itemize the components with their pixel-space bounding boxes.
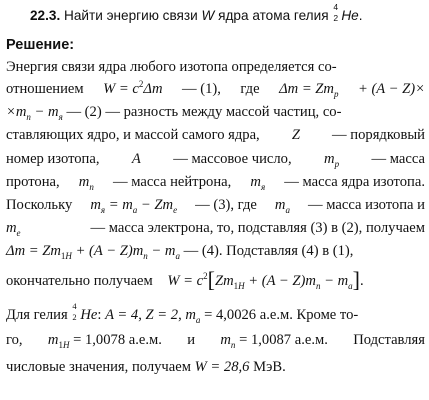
text-line-9: $\Delta m = Zm_{1H} + (A - Z)m_n - m_a$ — (4). Подставляя (4) в (1), [6, 243, 354, 261]
text-line-11: Для гелия 4 2 He: A = 4, Z = 2, $m_a = 4,0026$ а.е.м. Кроме то- [6, 301, 359, 325]
solution-heading: Решение: [6, 37, 75, 53]
symbol-w: W [201, 8, 215, 23]
text-line-10: окончательно получаем $W = c^2[Zm_{1H} + (A - Z)m_n - m_a]$. [6, 267, 364, 292]
text-line-5: номер изотопа, A — массовое число, $m_p$ — масса [6, 151, 425, 169]
text-line-8: $m_e$ — масса электрона, то, подставляя (3) в (2), получаем [6, 220, 425, 238]
text-line-4: ставляющих ядро, и массой самого ядра, Z — порядковый [6, 127, 425, 143]
nuclide-indices: 4 2 [333, 2, 339, 23]
text-line-12: го, $m_{1H} = 1,0078$ а.е.м. и $m_n = 1,0087$ а.е.м. Подставляя [6, 332, 425, 350]
element-symbol: He [341, 8, 359, 23]
text-line-6: протона, $m_n$ — масса нейтрона, $m_я$ — масса ядра изотопа. [6, 174, 425, 192]
text-line-13: числовые значения, получаем W = 28,6 МэВ. [6, 359, 286, 375]
problem-title: 22.3. Найти энергию связи W ядра атома гелия 4 2 He. [30, 2, 363, 23]
problem-text: Найти энергию связи [64, 8, 198, 23]
text-line-7: Поскольку $m_я = m_a - Zm_e$ — (3), где $m_a$ — масса изотопа и [6, 197, 425, 215]
problem-text-after: ядра атома гелия [218, 8, 329, 23]
text-line-1: Энергия связи ядра любого изотопа определяется со- [6, 59, 337, 75]
text-line-2: отношением $W = c^2\Delta m$ — (1), где $\Delta m = Zm_p$ + (A − Z)× [6, 79, 425, 99]
problem-number: 22.3. [30, 8, 61, 23]
text-line-3: $\times m_n - m_я$ — (2) — разность между массой частиц, со- [6, 104, 342, 122]
